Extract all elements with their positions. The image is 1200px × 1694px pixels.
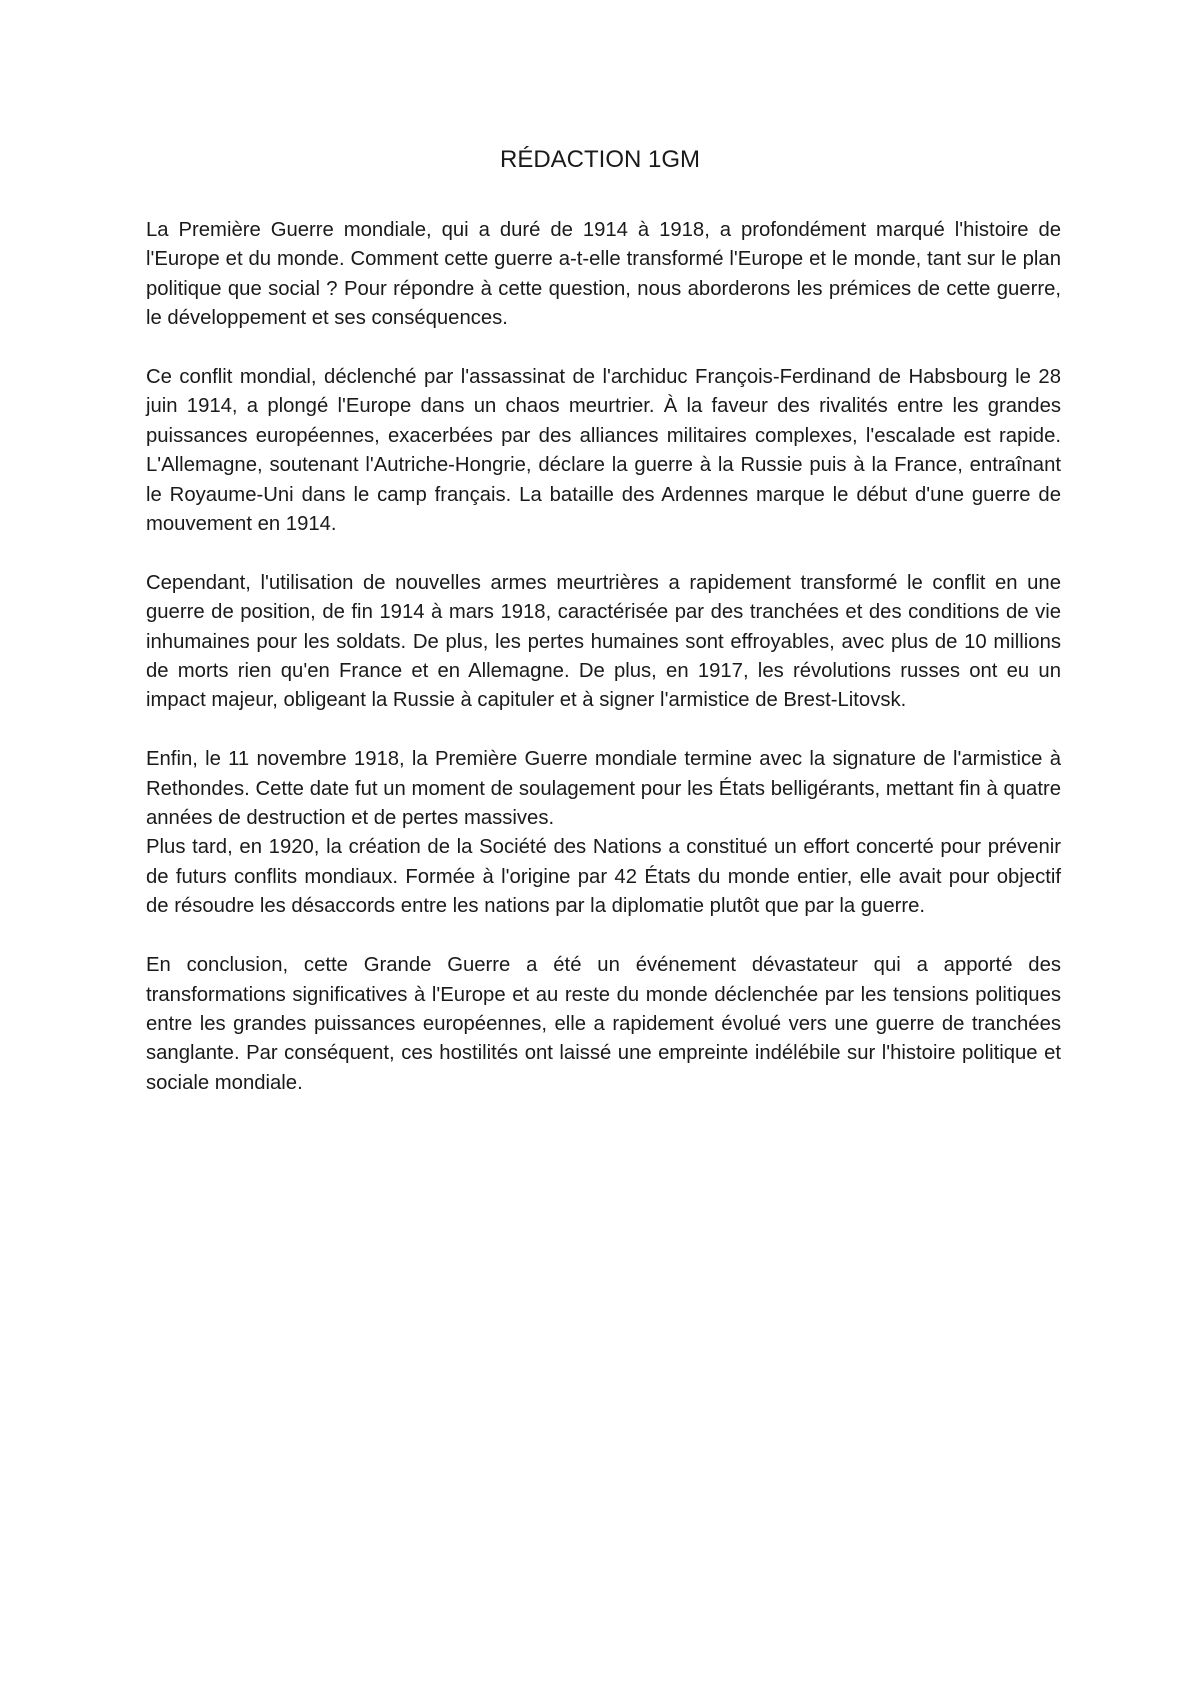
paragraph-spacer (146, 716, 1061, 745)
paragraph-conclusion: En conclusion, cette Grande Guerre a été un événement dévastateur qui a apporté des transformations significatives à l'Europe et au reste du monde déclenchée par les tensions politiques entre les grandes puissances européennes, elle a rapidement évolué vers une guerre de tranchées sanglante. Par conséquent, ces hostilités ont laissé une empreinte indélébile sur l'histoire politique et sociale mondiale. (146, 954, 1061, 1094)
paragraph-development: Cependant, l'utilisation de nouvelles armes meurtrières a rapidement transformé le conflit en une guerre de position, de fin 1914 à mars 1918, caractérisée par des tranchées et des conditions de vie inhumaines pour les soldats. De plus, les pertes humaines sont effroyables, avec plus de 10 millions de morts rien qu'en France et en Allemagne. De plus, en 1917, les révolutions russes ont eu un impact majeur, obligeant la Russie à capituler et à signer l'armistice de Brest-Litovsk. (146, 571, 1061, 712)
paragraph-armistice: Enfin, le 11 novembre 1918, la Première Guerre mondiale termine avec la signature de l'armistice à Rethondes. Cette date fut un moment de soulagement pour les États belligérants, mettant fin à quatre années de destruction et de pertes massives. (146, 748, 1061, 830)
paragraph-spacer (146, 334, 1061, 363)
document-body (146, 216, 1061, 1098)
paragraph-spacer (146, 539, 1061, 568)
paragraph-introduction: La Première Guerre mondiale, qui a duré de 1914 à 1918, a profondément marqué l'histoire de l'Europe et du monde. Comment cette guerre a-t-elle transformé l'Europe et le monde, tant sur le plan politique que social ? Pour répondre à cette question, nous aborderons les prémices de cette guerre, le développement et ses conséquences. (146, 219, 1061, 330)
document-title: RÉDACTION 1GM (499, 146, 700, 173)
paragraph-spacer (146, 922, 1061, 951)
paragraph-origins: Ce conflit mondial, déclenché par l'assassinat de l'archiduc François-Ferdinand de Habsbourg le 28 juin 1914, a plongé l'Europe dans un chaos meurtrier. À la faveur des rivalités entre les grandes puissances européennes, exacerbées par des alliances militaires complexes, l'escalade est rapide. L'Allemagne, soutenant l'Autriche-Hongrie, déclare la guerre à la Russie puis à la France, entraînant le Royaume-Uni dans le camp français. La bataille des Ardennes marque le début d'une guerre de mouvement en 1914. (146, 366, 1061, 536)
paragraph-league-of-nations: Plus tard, en 1920, la création de la Société des Nations a constitué un effort concerté pour prévenir de futurs conflits mondiaux. Formée à l'origine par 42 États du monde entier, elle avait pour objectif de résoudre les désaccords entre les nations par la diplomatie plutôt que par la guerre. (146, 836, 1061, 918)
